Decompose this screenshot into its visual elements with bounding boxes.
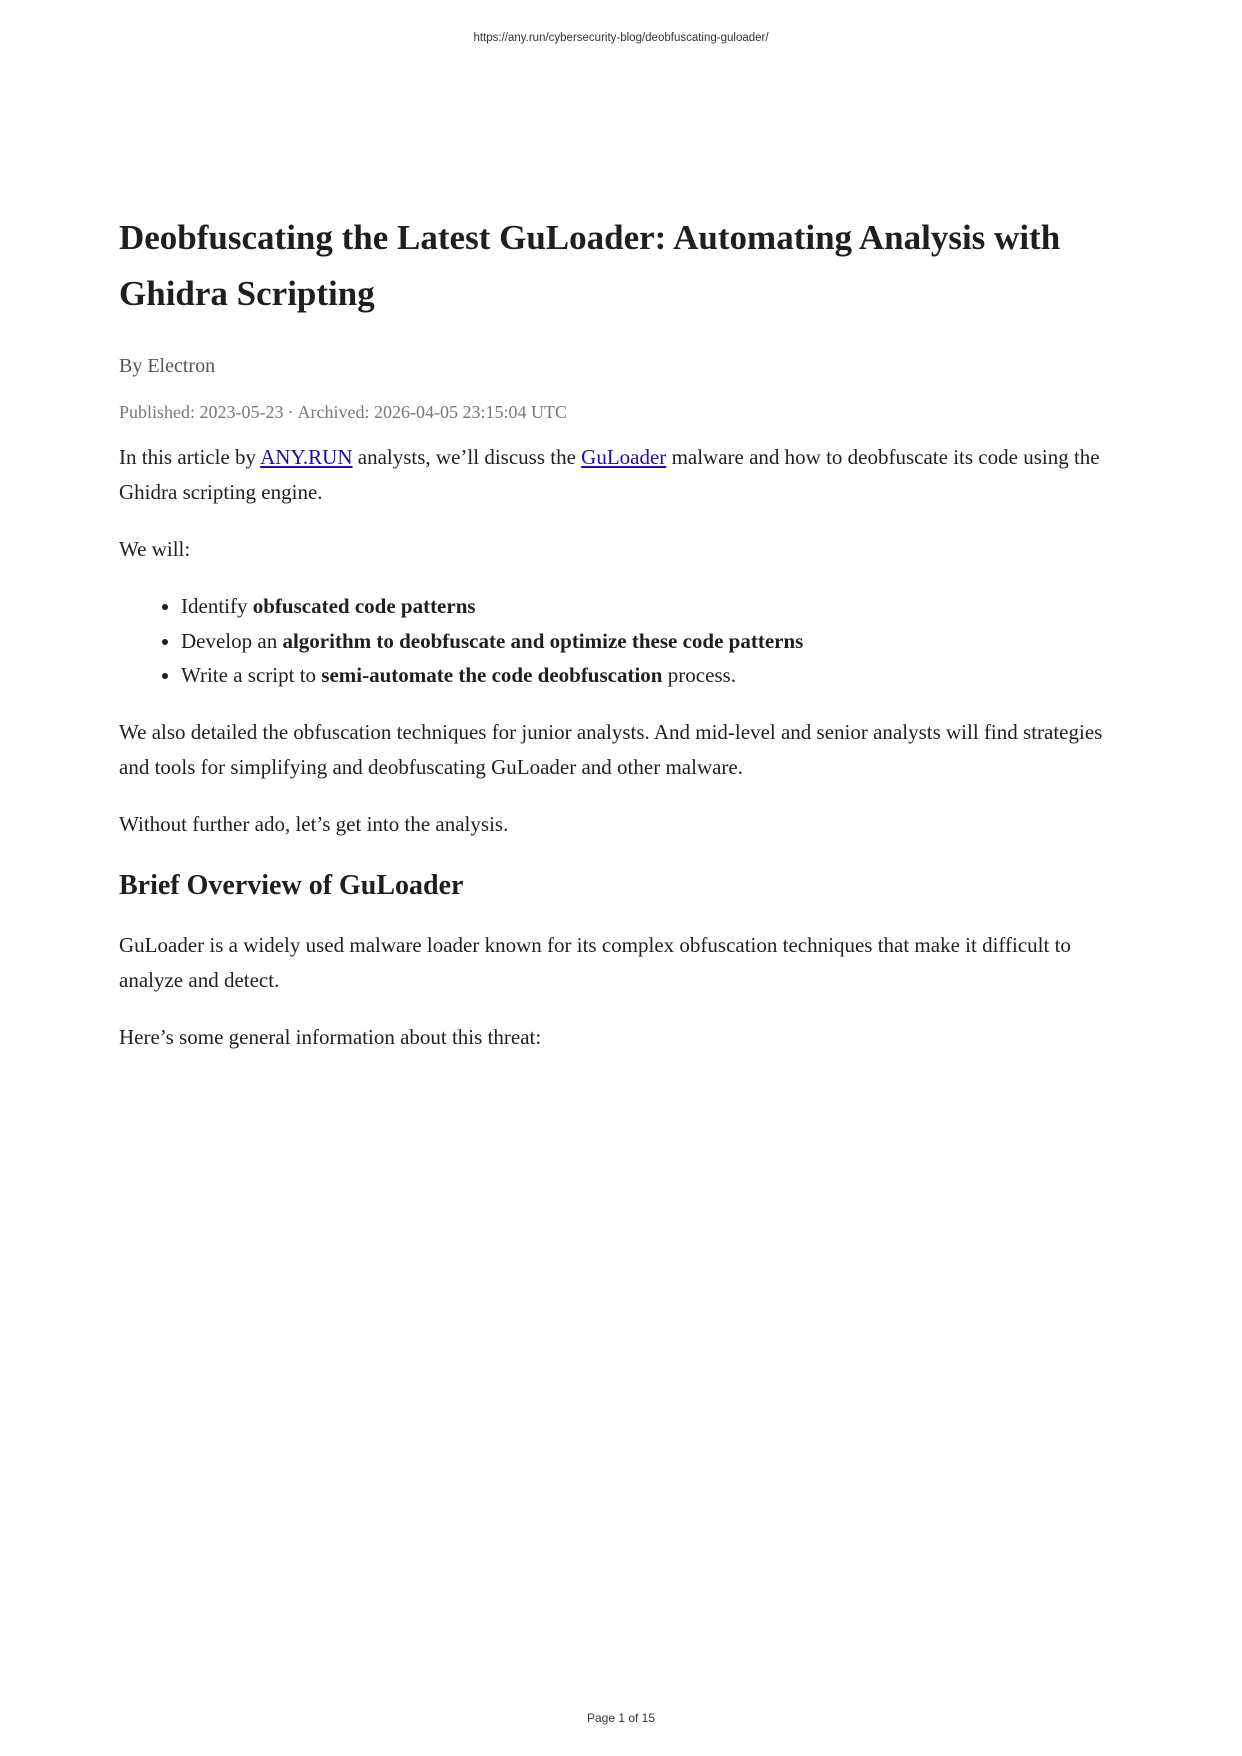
meta-separator: · [287, 402, 294, 422]
list-item-bold: algorithm to deobfuscate and optimize these code patterns [282, 628, 804, 653]
list-item [181, 658, 1129, 693]
list-item-text-end: process. [662, 663, 736, 687]
list-item-text: Identify [181, 594, 253, 618]
general-paragraph: Here’s some general information about this threat: [119, 1024, 542, 1049]
overview-paragraph: GuLoader is a widely used malware loader known for its complex obfuscation techniques that make it difficult to analyze and detect. [119, 932, 1071, 992]
intro-paragraph [119, 440, 1129, 510]
intro-text-2: analysts, we’ll discuss the [352, 445, 582, 469]
section-heading: Brief Overview of GuLoader [119, 869, 464, 901]
guloader-link[interactable]: GuLoader [581, 445, 667, 469]
page-url-header: https://any.run/cybersecurity-blog/deobfuscating-guloader/ [473, 32, 769, 44]
list-item-text: Write a script to [181, 663, 322, 687]
goals-list [119, 589, 1129, 693]
list-item-bold: obfuscated code patterns [252, 594, 476, 618]
article-byline: By Electron [119, 355, 216, 377]
we-will-paragraph: We will: [119, 537, 191, 561]
published-date: Published: 2023-05-23 [119, 402, 284, 422]
intro-text-3: malware and how to deobfuscate its code using the Ghidra scripting engine. [119, 445, 1100, 504]
ado-paragraph: Without further ado, let’s get into the analysis. [119, 811, 509, 836]
detail-paragraph: We also detailed the obfuscation techniques for junior analysts. And mid-level and senior analysts will find strategies and tools for simplifying and deobfuscating GuLoader and other malware. [119, 719, 1103, 779]
intro-text-1: In this article by [119, 445, 261, 469]
list-item-bold: semi-automate the code deobfuscation [321, 663, 663, 687]
list-item [181, 624, 1129, 659]
article-title: Deobfuscating the Latest GuLoader: Automating Analysis with Ghidra Scripting [119, 218, 1061, 313]
list-item-text: Develop an [181, 628, 283, 653]
article-meta [119, 400, 1129, 424]
any-run-link[interactable]: ANY.RUN [260, 445, 353, 469]
list-item [181, 589, 1129, 624]
article [119, 210, 1129, 1055]
page-number: Page 1 of 15 [586, 1711, 656, 1725]
archived-date: Archived: 2026-04-05 23:15:04 UTC [297, 402, 567, 422]
